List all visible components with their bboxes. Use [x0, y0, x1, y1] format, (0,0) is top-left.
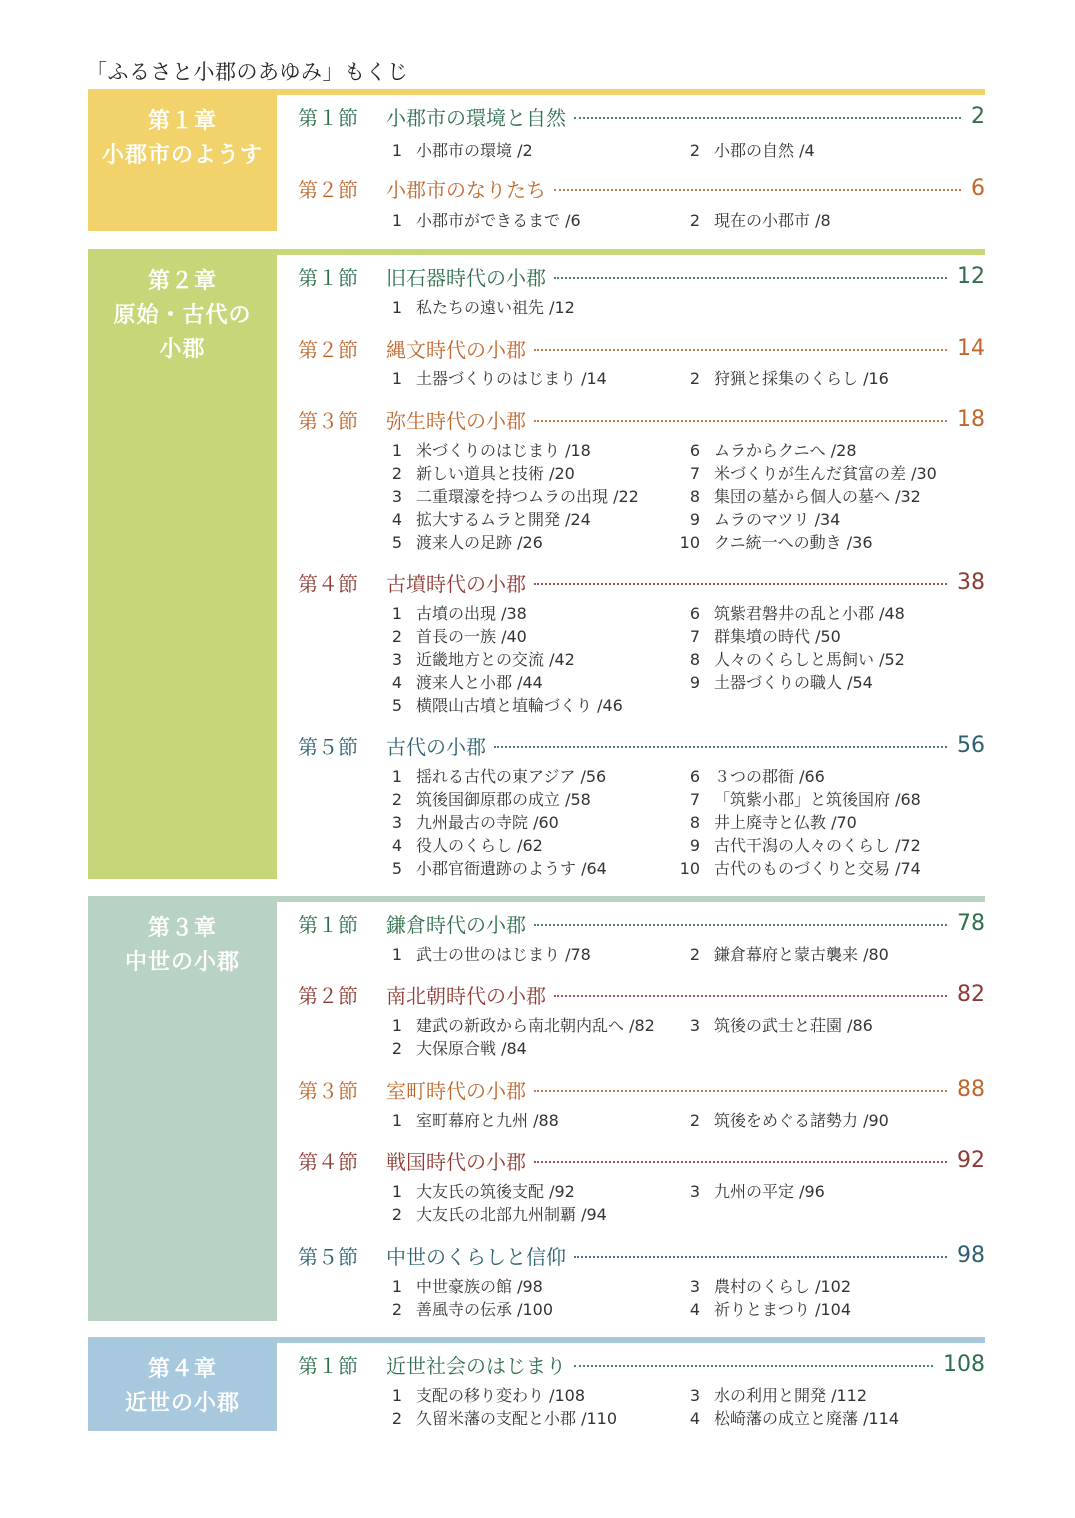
section-3-2[interactable] — [298, 979, 985, 1009]
item-number: 10 — [679, 859, 700, 878]
section-number: 第３節 — [298, 408, 358, 433]
section-page: 78 — [957, 910, 985, 936]
item-text: 農村のくらし /102 — [714, 1277, 852, 1296]
item-number: 3 — [391, 650, 402, 669]
item-number: 1 — [391, 945, 402, 964]
section-page: 56 — [957, 732, 985, 758]
list-item[interactable] — [674, 649, 905, 671]
dot-leader — [534, 1090, 947, 1092]
item-text: 小郡官衙遺跡のようす /64 — [416, 859, 607, 878]
item-number: 3 — [689, 1182, 700, 1201]
item-text: 土器づくりの職人 /54 — [714, 673, 873, 692]
item-text: ３つの郡衙 /66 — [714, 767, 825, 786]
section-3-3[interactable] — [298, 1074, 985, 1104]
list-item[interactable] — [674, 1299, 851, 1321]
section-page: 38 — [957, 569, 985, 595]
list-item[interactable] — [376, 944, 591, 966]
section-title: 鎌倉時代の小郡 — [386, 912, 526, 937]
item-number: 2 — [689, 211, 700, 230]
item-number: 2 — [391, 464, 402, 483]
item-number: 2 — [689, 369, 700, 388]
item-number: 3 — [391, 487, 402, 506]
item-number: 2 — [391, 1300, 402, 1319]
section-number: 第１節 — [298, 265, 358, 290]
section-page: 108 — [943, 1351, 985, 1377]
list-item[interactable] — [376, 532, 543, 554]
list-item[interactable] — [674, 789, 921, 811]
dot-leader — [574, 117, 961, 119]
list-item[interactable] — [674, 1276, 851, 1298]
chapter-2-title-2: 小郡 — [159, 337, 206, 362]
item-number: 4 — [391, 673, 402, 692]
item-text: 渡来人と小郡 /44 — [416, 673, 543, 692]
item-number: 4 — [391, 510, 402, 529]
item-number: 3 — [689, 1386, 700, 1405]
list-item[interactable] — [674, 1385, 867, 1407]
section-4-1[interactable] — [298, 1349, 985, 1379]
list-item[interactable] — [674, 603, 905, 625]
section-page: 6 — [971, 175, 985, 201]
list-item[interactable] — [376, 1181, 575, 1203]
list-item[interactable] — [376, 626, 527, 648]
list-item[interactable] — [674, 486, 921, 508]
chapter-1-number: 第１章 — [147, 109, 217, 134]
list-item[interactable] — [376, 1299, 553, 1321]
section-page: 88 — [957, 1076, 985, 1102]
list-item[interactable] — [674, 440, 857, 462]
list-item[interactable] — [376, 509, 591, 531]
item-number: 1 — [391, 298, 402, 317]
section-number: 第３節 — [298, 1078, 358, 1103]
section-title: 小郡市のなりたち — [386, 177, 546, 202]
item-number: 1 — [391, 1111, 402, 1130]
list-item[interactable] — [376, 486, 639, 508]
list-item[interactable] — [376, 603, 527, 625]
item-text: 集団の墓から個人の墓へ /32 — [714, 487, 921, 506]
section-number: 第５節 — [298, 734, 358, 759]
item-text: 現在の小郡市 /8 — [714, 211, 831, 230]
item-number: 2 — [391, 1409, 402, 1428]
list-item[interactable] — [376, 835, 543, 857]
item-number: 8 — [689, 813, 700, 832]
item-text: 米づくりのはじまり /18 — [416, 441, 591, 460]
chapter-3-title: 中世の小郡 — [124, 950, 240, 975]
item-number: 1 — [391, 369, 402, 388]
list-item[interactable] — [376, 672, 543, 694]
section-page: 12 — [957, 263, 985, 289]
item-text: ムラからクニへ /28 — [714, 441, 857, 460]
dot-leader — [534, 924, 947, 926]
item-text: 筑紫君磐井の乱と小郡 /48 — [714, 604, 905, 623]
item-number: 3 — [689, 1277, 700, 1296]
list-item[interactable] — [376, 1276, 543, 1298]
item-number: 1 — [391, 211, 402, 230]
section-page: 92 — [957, 1147, 985, 1173]
item-number: 1 — [391, 1182, 402, 1201]
section-number: 第４節 — [298, 1149, 358, 1174]
item-text: 大友氏の筑後支配 /92 — [416, 1182, 575, 1201]
section-title: 古代の小郡 — [386, 734, 486, 759]
section-1-2[interactable] — [298, 173, 985, 203]
list-item[interactable] — [376, 858, 607, 880]
section-number: 第１節 — [298, 1353, 358, 1378]
item-text: 建武の新政から南北朝内乱へ /82 — [416, 1016, 655, 1035]
section-page: 2 — [971, 103, 985, 129]
chapter-4-number: 第４章 — [147, 1357, 217, 1382]
section-title: 旧石器時代の小郡 — [386, 265, 546, 290]
chapter-3 — [88, 896, 985, 1321]
section-1-1[interactable] — [298, 101, 985, 131]
item-number: 4 — [689, 1409, 700, 1428]
item-text: 渡来人の足跡 /26 — [416, 533, 543, 552]
list-item[interactable] — [674, 812, 857, 834]
item-text: 大友氏の北部九州制覇 /94 — [416, 1205, 607, 1224]
item-number: 5 — [391, 533, 402, 552]
item-text: 水の利用と開発 /112 — [714, 1386, 868, 1405]
item-text: 祈りとまつり /104 — [714, 1300, 852, 1319]
dot-leader — [574, 1365, 933, 1367]
item-number: 10 — [679, 533, 700, 552]
section-title: 南北朝時代の小郡 — [386, 983, 546, 1008]
item-text: 中世豪族の館 /98 — [416, 1277, 543, 1296]
section-title: 弥生時代の小郡 — [386, 408, 526, 433]
dot-leader — [534, 583, 947, 585]
section-page: 82 — [957, 981, 985, 1007]
item-number: 7 — [689, 627, 700, 646]
section-2-5[interactable] — [298, 730, 985, 760]
item-number: 1 — [391, 767, 402, 786]
item-number: 9 — [689, 673, 700, 692]
item-number: 9 — [689, 836, 700, 855]
list-item[interactable] — [376, 695, 623, 717]
item-text: 近畿地方との交流 /42 — [416, 650, 575, 669]
item-number: 6 — [689, 441, 700, 460]
list-item[interactable] — [674, 1015, 873, 1037]
item-text: 新しい道具と技術 /20 — [416, 464, 575, 483]
list-item[interactable] — [674, 1110, 889, 1132]
item-number: 4 — [391, 836, 402, 855]
item-text: 小郡市の環境 /2 — [416, 141, 533, 160]
item-number: 2 — [391, 1039, 402, 1058]
list-item[interactable] — [674, 1408, 899, 1430]
list-item[interactable] — [376, 1408, 617, 1430]
list-item[interactable] — [674, 210, 831, 232]
chapter-1-label-box — [88, 89, 277, 231]
list-item[interactable] — [376, 1038, 527, 1060]
section-3-4[interactable] — [298, 1145, 985, 1175]
item-number: 3 — [391, 813, 402, 832]
item-text: 「筑紫小郡」と筑後国府 /68 — [714, 790, 921, 809]
item-text: 九州の平定 /96 — [714, 1182, 825, 1201]
chapter-1 — [88, 89, 985, 231]
item-number: 2 — [391, 627, 402, 646]
section-3-1[interactable] — [298, 908, 985, 938]
item-text: 井上廃寺と仏教 /70 — [714, 813, 857, 832]
item-number: 1 — [391, 1016, 402, 1035]
section-title: 室町時代の小郡 — [386, 1078, 526, 1103]
item-text: 武士の世のはじまり /78 — [416, 945, 591, 964]
item-number: 2 — [689, 945, 700, 964]
section-number: 第４節 — [298, 571, 358, 596]
list-item[interactable] — [674, 835, 921, 857]
item-text: 室町幕府と九州 /88 — [416, 1111, 559, 1130]
list-item[interactable] — [674, 509, 840, 531]
dot-leader — [574, 1256, 947, 1258]
list-item[interactable] — [674, 766, 825, 788]
item-number: 5 — [391, 859, 402, 878]
item-text: 久留米藩の支配と小郡 /110 — [416, 1409, 618, 1428]
section-title: 古墳時代の小郡 — [386, 571, 526, 596]
item-text: 古代のものづくりと交易 /74 — [714, 859, 921, 878]
list-item[interactable] — [376, 1015, 655, 1037]
section-2-2[interactable] — [298, 333, 985, 363]
item-text: 横隈山古墳と埴輪づくり /46 — [416, 696, 623, 715]
list-item[interactable] — [376, 140, 533, 162]
item-text: 大保原合戦 /84 — [416, 1039, 527, 1058]
chapter-3-number: 第３章 — [147, 916, 217, 941]
item-number: 2 — [689, 141, 700, 160]
list-item[interactable] — [376, 368, 607, 390]
item-text: 九州最古の寺院 /60 — [416, 813, 559, 832]
section-page: 98 — [957, 1242, 985, 1268]
item-number: 3 — [689, 1016, 700, 1035]
chapter-2 — [88, 249, 985, 879]
chapter-3-label-box — [88, 896, 277, 1321]
item-text: 狩猟と採集のくらし /16 — [714, 369, 889, 388]
list-item[interactable] — [674, 532, 873, 554]
item-text: 土器づくりのはじまり /14 — [416, 369, 607, 388]
list-item[interactable] — [376, 297, 575, 319]
item-text: 拡大するムラと開発 /24 — [416, 510, 591, 529]
list-item[interactable] — [674, 944, 889, 966]
item-text: 松崎藩の成立と廃藩 /114 — [714, 1409, 900, 1428]
section-number: 第１節 — [298, 912, 358, 937]
item-text: 小郡市ができるまで /6 — [416, 211, 581, 230]
dot-leader — [554, 995, 947, 997]
list-item[interactable] — [376, 766, 606, 788]
section-number: 第２節 — [298, 337, 358, 362]
item-number: 2 — [391, 1205, 402, 1224]
list-item[interactable] — [376, 789, 591, 811]
item-text: ムラのマツリ /34 — [714, 510, 841, 529]
item-text: 古墳の出現 /38 — [416, 604, 527, 623]
item-text: 米づくりが生んだ貧富の差 /30 — [714, 464, 937, 483]
item-number: 1 — [391, 141, 402, 160]
item-number: 6 — [689, 604, 700, 623]
section-title: 近世社会のはじまり — [386, 1353, 566, 1378]
list-item[interactable] — [376, 463, 575, 485]
item-number: 1 — [391, 1277, 402, 1296]
section-3-5[interactable] — [298, 1240, 985, 1270]
list-item[interactable] — [376, 210, 581, 232]
section-title: 縄文時代の小郡 — [386, 337, 526, 362]
chapter-4-title: 近世の小郡 — [124, 1391, 240, 1416]
item-number: 9 — [689, 510, 700, 529]
list-item[interactable] — [674, 1181, 825, 1203]
section-number: 第１節 — [298, 105, 358, 130]
list-item[interactable] — [376, 1204, 607, 1226]
item-text: 群集墳の時代 /50 — [714, 627, 841, 646]
item-number: 2 — [689, 1111, 700, 1130]
item-text: 筑後の武士と荘園 /86 — [714, 1016, 873, 1035]
item-number: 5 — [391, 696, 402, 715]
item-text: 筑後国御原郡の成立 /58 — [416, 790, 591, 809]
list-item[interactable] — [674, 672, 873, 694]
section-page: 18 — [957, 406, 985, 432]
chapter-4-label-box — [88, 1337, 277, 1431]
item-number: 8 — [689, 487, 700, 506]
dot-leader — [534, 349, 947, 351]
section-number: 第５節 — [298, 1244, 358, 1269]
item-number: 7 — [689, 790, 700, 809]
item-text: クニ統一への動き /36 — [714, 533, 873, 552]
section-2-3[interactable] — [298, 404, 985, 434]
item-text: 鎌倉幕府と蒙古襲来 /80 — [714, 945, 889, 964]
section-number: 第２節 — [298, 177, 358, 202]
item-text: 首長の一族 /40 — [416, 627, 527, 646]
list-item[interactable] — [674, 463, 937, 485]
item-text: 善風寺の伝承 /100 — [416, 1300, 554, 1319]
item-number: 2 — [391, 790, 402, 809]
list-item[interactable] — [376, 812, 559, 834]
section-number: 第２節 — [298, 983, 358, 1008]
section-2-4[interactable] — [298, 567, 985, 597]
item-number: 6 — [689, 767, 700, 786]
item-text: 筑後をめぐる諸勢力 /90 — [714, 1111, 889, 1130]
dot-leader — [534, 420, 947, 422]
section-2-1[interactable] — [298, 261, 985, 291]
item-number: 7 — [689, 464, 700, 483]
section-title: 小郡市の環境と自然 — [386, 105, 566, 130]
section-title: 戦国時代の小郡 — [386, 1149, 526, 1174]
item-text: 古代干潟の人々のくらし /72 — [714, 836, 921, 855]
item-text: 私たちの遠い祖先 /12 — [416, 298, 575, 317]
item-number: 8 — [689, 650, 700, 669]
section-page: 14 — [957, 335, 985, 361]
chapter-4 — [88, 1337, 985, 1431]
item-number: 1 — [391, 1386, 402, 1405]
dot-leader — [494, 746, 947, 748]
dot-leader — [534, 1161, 947, 1163]
item-number: 1 — [391, 441, 402, 460]
list-item[interactable] — [376, 1385, 585, 1407]
chapter-2-number: 第２章 — [147, 269, 217, 294]
item-text: 揺れる古代の東アジア /56 — [416, 767, 607, 786]
page-title: 「ふるさと小郡のあゆみ」もくじ — [86, 60, 409, 84]
list-item[interactable] — [376, 440, 591, 462]
list-item[interactable] — [674, 858, 921, 880]
list-item[interactable] — [674, 140, 815, 162]
item-text: 二重環濠を持つムラの出現 /22 — [416, 487, 639, 506]
chapter-2-title: 原始・古代の — [113, 303, 252, 328]
chapter-2-label-box — [88, 249, 277, 879]
chapter-1-title: 小郡市のようす — [101, 143, 263, 168]
dot-leader — [554, 189, 961, 191]
item-text: 役人のくらし /62 — [416, 836, 543, 855]
item-text: 支配の移り変わり /108 — [416, 1386, 586, 1405]
item-text: 小郡の自然 /4 — [714, 141, 815, 160]
dot-leader — [554, 277, 947, 279]
list-item[interactable] — [674, 626, 841, 648]
item-number: 4 — [689, 1300, 700, 1319]
item-text: 人々のくらしと馬飼い /52 — [714, 650, 905, 669]
item-number: 1 — [391, 604, 402, 623]
list-item[interactable] — [376, 649, 575, 671]
list-item[interactable] — [674, 368, 889, 390]
list-item[interactable] — [376, 1110, 559, 1132]
section-title: 中世のくらしと信仰 — [386, 1244, 566, 1269]
